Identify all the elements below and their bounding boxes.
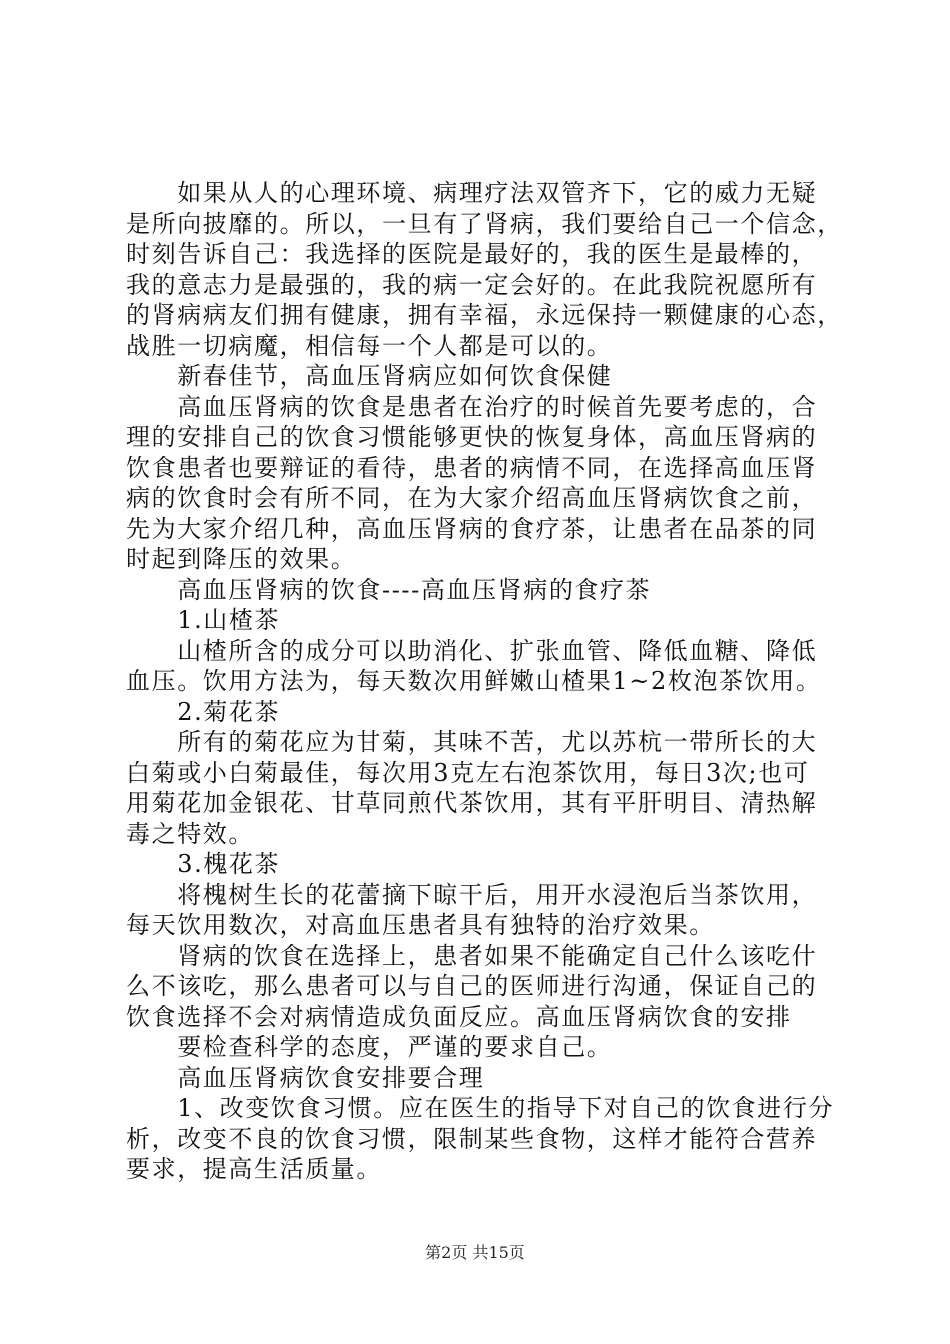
- text-line: 用菊花加金银花、甘草同煎代茶饮用，其有平肝明目、清热解: [126, 789, 818, 817]
- text-line: 先为大家介绍几种，高血压肾病的食疗茶，让患者在品茶的同: [126, 515, 818, 543]
- text-line: 白菊或小白菊最佳，每次用3克左右泡茶饮用，每日3次;也可: [126, 759, 810, 787]
- text-line: 将槐树生长的花蕾摘下晾干后，用开水浸泡后当茶饮用，: [126, 881, 818, 909]
- text-line: 时起到降压的效果。: [126, 545, 357, 573]
- text-line: 要检查科学的态度，严谨的要求自己。: [126, 1033, 613, 1061]
- list-heading: 2.菊花茶: [126, 698, 281, 726]
- text-line: 每天饮用数次，对高血压患者具有独特的治疗效果。: [126, 911, 715, 939]
- text-line: 饮食选择不会对病情造成负面反应。高血压肾病饮食的安排: [126, 1003, 792, 1031]
- text-line: 所有的菊花应为甘菊，其味不苦，尤以苏杭一带所长的大: [126, 728, 818, 756]
- text-line: 要求，提高生活质量。: [126, 1155, 382, 1183]
- text-line: 高血压肾病的饮食是患者在治疗的时候首先要考虑的，合: [126, 393, 818, 421]
- text-line: 理的安排自己的饮食习惯能够更快的恢复身体，高血压肾病的: [126, 423, 818, 451]
- list-heading: 3.槐花茶: [126, 850, 281, 878]
- section-heading: 高血压肾病的饮食----高血压肾病的食疗茶: [126, 576, 652, 604]
- list-heading: 1.山楂茶: [126, 606, 281, 634]
- text-line: 山楂所含的成分可以助消化、扩张血管、降低血糖、降低: [126, 637, 818, 665]
- text-line: 么不该吃，那么患者可以与自己的医师进行沟通，保证自己的: [126, 972, 818, 1000]
- text-line: 是所向披靡的。所以，一旦有了肾病，我们要给自己一个信念，: [126, 210, 843, 238]
- text-line: 时刻告诉自己：我选择的医院是最好的，我的医生是最棒的，: [126, 240, 818, 268]
- text-line: 我的意志力是最强的，我的病一定会好的。在此我院祝愿所有: [126, 271, 818, 299]
- text-line: 战胜一切病魔，相信每一个人都是可以的。: [126, 332, 613, 360]
- section-heading: 新春佳节，高血压肾病应如何饮食保健: [126, 362, 613, 390]
- text-line: 病的饮食时会有所不同，在为大家介绍高血压肾病饮食之前，: [126, 484, 818, 512]
- text-line: 饮食患者也要辩证的看待，患者的病情不同，在选择高血压肾: [126, 454, 818, 482]
- text-line: 血压。饮用方法为，每天数次用鲜嫩山楂果1~2枚泡茶饮用。: [126, 667, 822, 695]
- text-line: 肾病的饮食在选择上，患者如果不能确定自己什么该吃什: [126, 942, 818, 970]
- section-heading: 高血压肾病饮食安排要合理: [126, 1064, 485, 1092]
- page-number-footer: 第2页 共15页: [425, 1243, 525, 1262]
- text-line: 毒之特效。: [126, 820, 254, 848]
- text-line: 1、改变饮食习惯。应在医生的指导下对自己的饮食进行分: [126, 1094, 835, 1122]
- text-line: 的肾病病友们拥有健康，拥有幸福，永远保持一颗健康的心态，: [126, 301, 843, 329]
- text-line: 析，改变不良的饮食习惯，限制某些食物，这样才能符合营养: [126, 1125, 818, 1153]
- text-line: 如果从人的心理环境、病理疗法双管齐下，它的威力无疑: [126, 179, 818, 207]
